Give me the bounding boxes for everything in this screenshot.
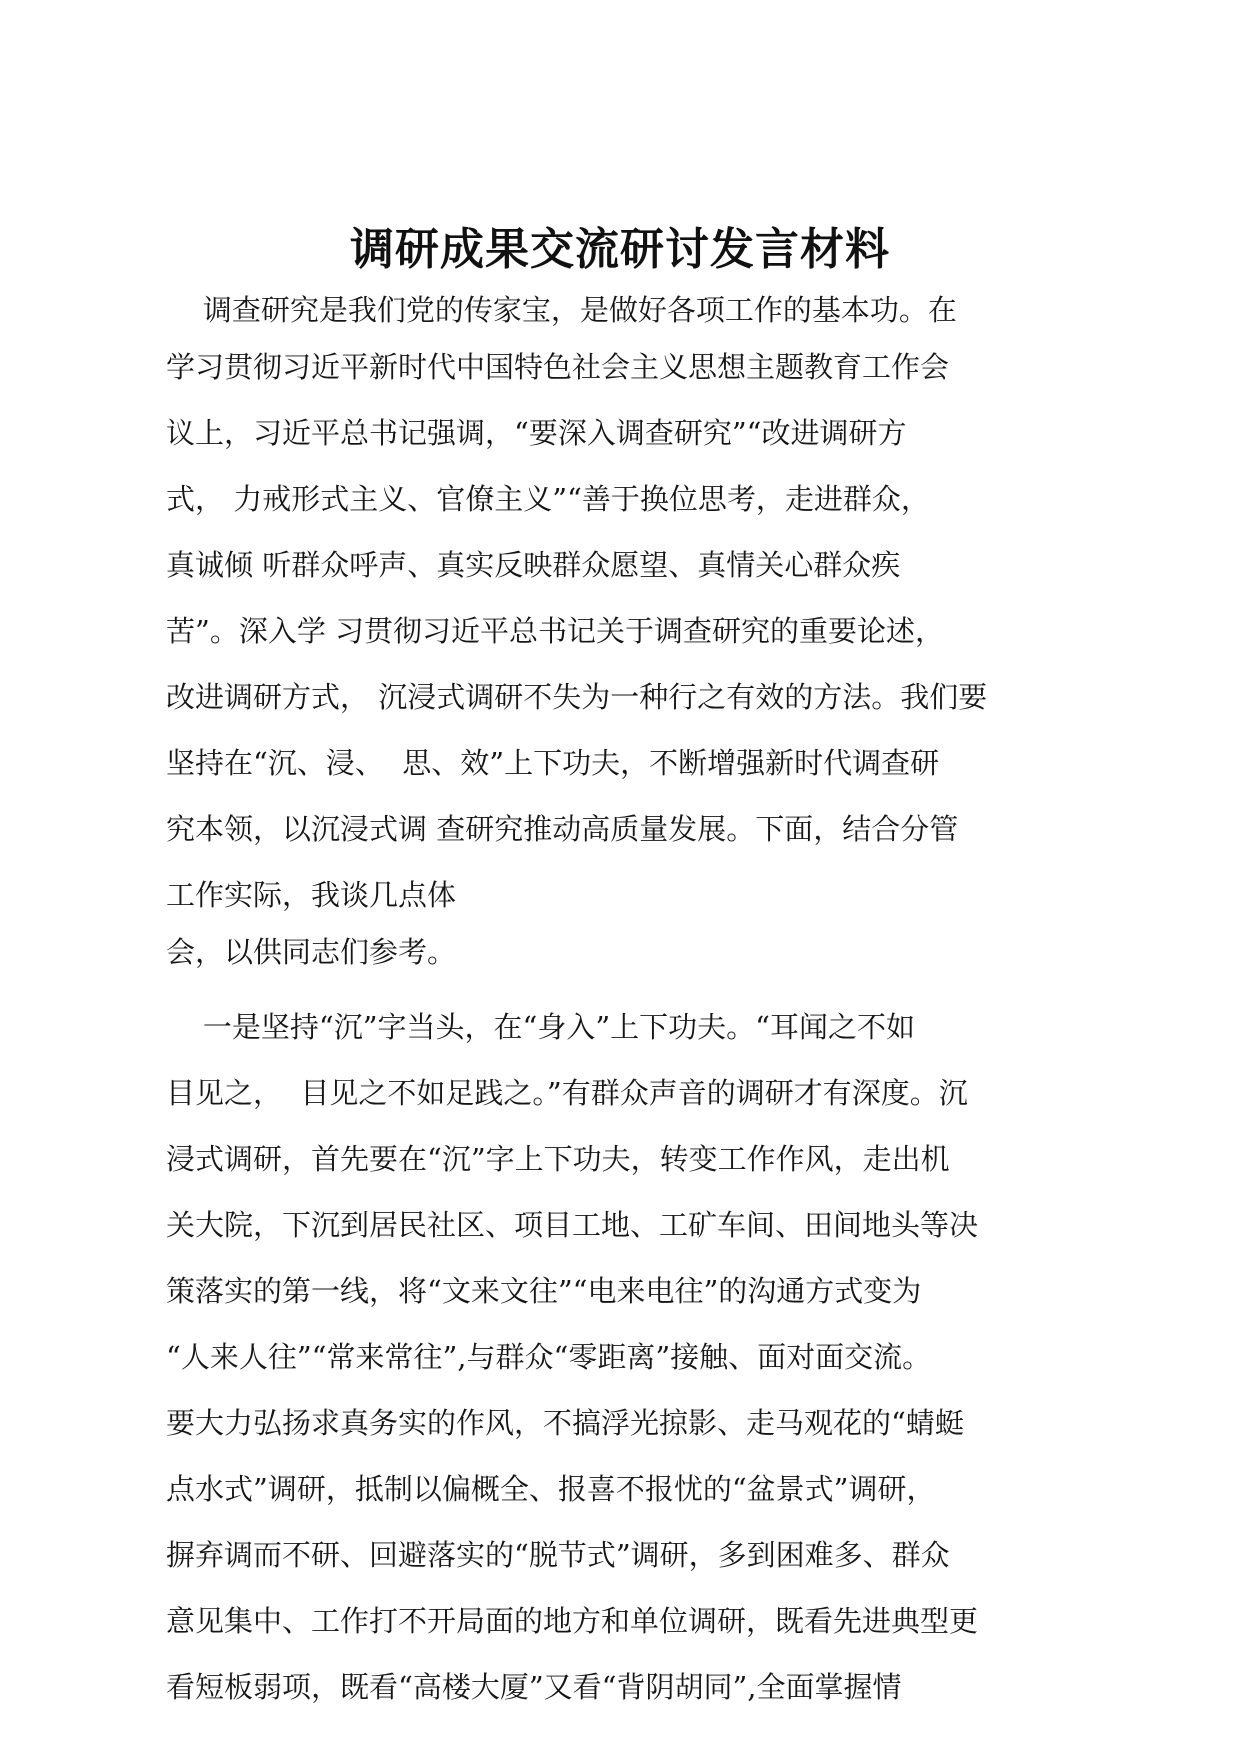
text-line: 究本领，以沉浸式调 查研究推动高质量发展。下面，结合分管 (166, 812, 959, 846)
text-line: 目见之， 目见之不如足践之。”有群众声音的调研才有深度。沉 (166, 1076, 968, 1110)
text-line: 点水式”调研，抵制以偏概全、报喜不报忧的“盆景式”调研， (166, 1472, 936, 1506)
text-line: 工作实际，我谈几点体 (166, 878, 457, 912)
text-line: “人来人往”“常来常往”,与群众“零距离”接触、面对面交流。 (166, 1340, 932, 1374)
text-line: 策落实的第一线，将“文来文往”“电来电往”的沟通方式变为 (166, 1274, 922, 1308)
text-line: 调查研究是我们党的传家宝，是做好各项工作的基本功。在 (166, 293, 957, 327)
paragraph-1 (166, 286, 1086, 976)
document-body (166, 286, 1086, 1720)
text-line: 关大院，下沉到居民社区、项目工地、工矿车间、田间地头等决 (166, 1208, 979, 1242)
text-line: 一是坚持“沉”字当头，在“身入”上下功夫。“耳闻之不如 (166, 1010, 916, 1044)
text-line: 摒弃调而不研、回避落实的“脱节式”调研，多到困难多、群众 (166, 1538, 950, 1572)
text-line: 苦”。深入学 习贯彻习近平总书记关于调查研究的重要论述， (166, 614, 945, 648)
paragraph-2 (166, 994, 1086, 1720)
text-line: 真诚倾 听群众呼声、真实反映群众愿望、真情关心群众疾 (166, 548, 901, 582)
text-line: 意见集中、工作打不开局面的地方和单位调研，既看先进典型更 (166, 1604, 979, 1638)
text-line: 看短板弱项，既看“高楼大厦”又看“背阴胡同”,全面掌握情 (166, 1670, 902, 1704)
text-line: 要大力弘扬求真务实的作风，不搞浮光掠影、走马观花的“蜻蜓 (166, 1406, 964, 1440)
text-line: 会，以供同志们参考。 (166, 935, 457, 969)
text-line: 坚持在“沉、浸、 思、效”上下功夫，不断增强新时代调查研 (166, 746, 940, 780)
text-line: 学习贯彻习近平新时代中国特色社会主义思想主题教育工作会 (166, 350, 950, 384)
text-line: 式， 力戒形式主义、官僚主义”“善于换位思考，走进群众， (166, 482, 930, 516)
text-line: 浸式调研，首先要在“沉”字上下功夫，转变工作作风，走出机 (166, 1142, 950, 1176)
document-title: 调研成果交流研讨发言材料 (350, 224, 890, 275)
text-line: 改进调研方式， 沉浸式调研不失为一种行之有效的方法。我们要 (166, 680, 988, 714)
text-line: 议上，习近平总书记强调，“要深入调查研究”“改进调研方 (166, 416, 907, 450)
